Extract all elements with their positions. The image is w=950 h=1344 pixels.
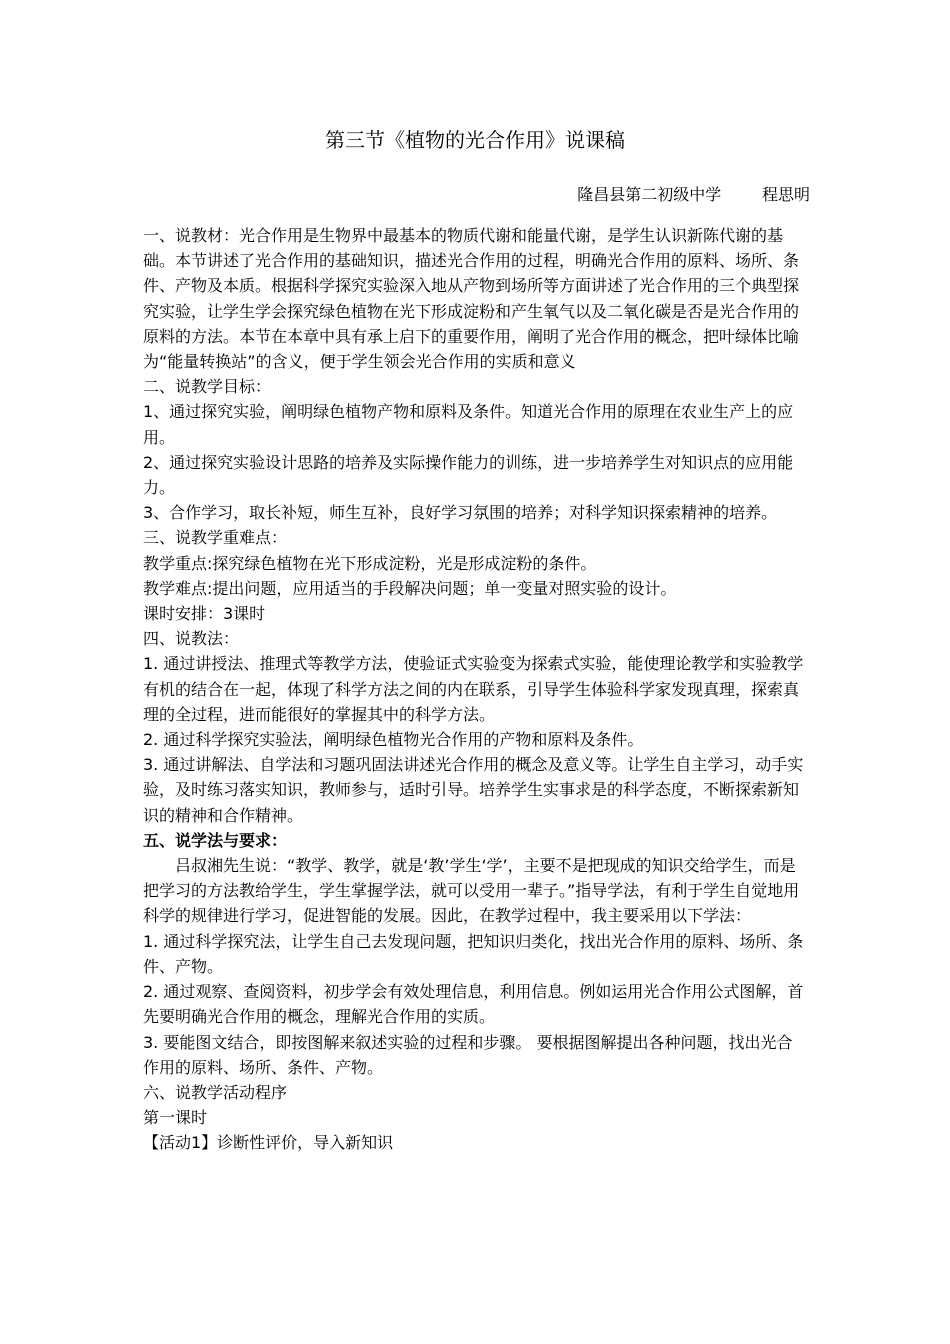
author-line: 隆昌县第二初级中学 程思明 [577, 185, 810, 204]
goal-item-1: 1、通过探究实验，阐明绿色植物产物和原料及条件。知道光合作用的原理在农业生产上的应用。 [143, 402, 794, 447]
difficult-point: 教学难点:提出问题，应用适当的手段解决问题；单一变量对照实验的设计。 [143, 578, 677, 598]
document-body [143, 223, 808, 1156]
first-lesson: 第一课时 [143, 1108, 208, 1128]
quote-paragraph: 吕叔湘先生说：“教学、教学，就是‘教’学生‘学’，主要不是把现成的知识交给学生，而是把学习的方法教给学生，学生掌握学法，就可以受用一辈子。”指导学法，有利于学生自觉地用科学的规律进行学习，促进智能的发展。因此，在教学过程中，我主要采用以下学法： [143, 856, 800, 926]
activity-1: 【活动1】诊断性评价，导入新知识 [143, 1133, 394, 1153]
learning-item-3: 3. 要能图文结合，即按图解来叙述实验的过程和步骤。 要根据图解提出各种问题，找出光合作用的原料、场所、条件、产物。 [143, 1032, 793, 1077]
learning-item-1: 1. 通过科学探究法，让学生自己去发现问题，把知识归类化，找出光合作用的原料、场所、条件、产物。 [143, 931, 804, 976]
heading-activity-program: 六、说教学活动程序 [143, 1082, 288, 1102]
method-item-2: 2. 通过科学探究实验法，阐明绿色植物光合作用的产物和原料及条件。 [143, 730, 644, 750]
heading-teaching-methods: 四、说教法： [143, 629, 240, 649]
key-point: 教学重点:探究绿色植物在光下形成淀粉，光是形成淀粉的条件。 [143, 553, 597, 573]
paragraph-textbook: 一、说教材：光合作用是生物界中最基本的物质代谢和能量代谢，是学生认识新陈代谢的基础。本节讲述了光合作用的基础知识，描述光合作用的过程，明确光合作用的原料、场所、条件、产物及本质。根据科学探究实验深入地从产物到场所等方面讲述了光合作用的三个典型探究实验，让学生学会探究绿色植物在光下形成淀粉和产生氧气以及二氧化碳是否是光合作用的原料的方法。本节在本章中具有承上启下的重要作用，阐明了光合作用的概念，把叶绿体比喻为“能量转换站”的含义，便于学生领会光合作用的实质和意义 [143, 226, 800, 372]
class-hours: 课时安排：3课时 [143, 604, 266, 624]
heading-key-points: 三、说教学重难点： [143, 528, 288, 548]
goal-item-3: 3、合作学习，取长补短，师生互补，良好学习氛围的培养；对科学知识探索精神的培养。 [143, 503, 778, 523]
heading-learning-methods: 五、说学法与要求： [143, 830, 288, 850]
document-title: 第三节《植物的光合作用》说课稿 [325, 128, 625, 152]
method-item-1: 1. 通过讲授法、推理式等教学方法，使验证式实验变为探索式实验，能使理论教学和实验教学有机的结合在一起，体现了科学方法之间的内在联系，引导学生体验科学家发现真理，探索真理的全过程，进而能很好的掌握其中的科学方法。 [143, 654, 804, 724]
method-item-3: 3. 通过讲解法、自学法和习题巩固法讲述光合作用的概念及意义等。让学生自主学习，动手实验，及时练习落实知识，教师参与，适时引导。培养学生实事求是的科学态度，不断探索新知识的精神和合作精神。 [143, 755, 804, 825]
learning-item-2: 2. 通过观察、查阅资料，初步学会有效处理信息，利用信息。例如运用光合作用公式图解，首先要明确光合作用的概念，理解光合作用的实质。 [143, 982, 804, 1027]
goal-item-2: 2、通过探究实验设计思路的培养及实际操作能力的训练，进一步培养学生对知识点的应用能力。 [143, 452, 794, 498]
heading-teaching-goals: 二、说教学目标： [143, 377, 272, 397]
